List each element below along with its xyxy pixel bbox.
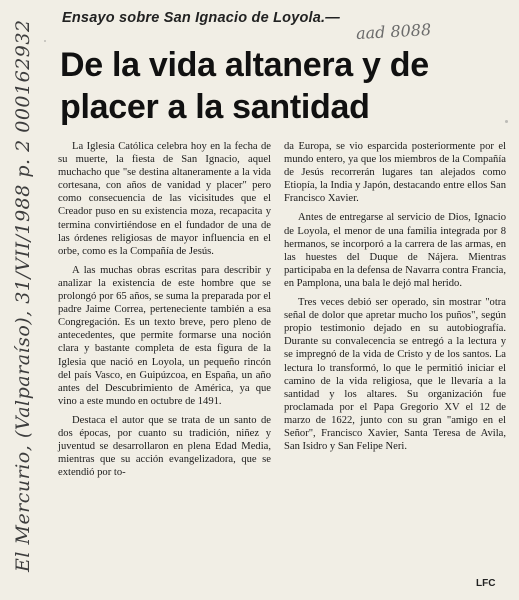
article-kicker: Ensayo sobre San Ignacio de Loyola.— (62, 10, 340, 26)
paragraph: da Europa, se vio esparcida posteriormente por el mundo entero, ya que los miembros de la Compañía de Jesús recorrerán lugares tan alejados como Etiopía, la India y Japón, destacando entre ellos San Francisco Xavier. (284, 141, 506, 205)
handwritten-archive-code: aad 8088 (355, 20, 432, 43)
paragraph: La Iglesia Católica celebra hoy en la fecha de su muerte, la fiesta de San Ignacio, aquel muchacho que "se destina altaneramente a la vida cortesana, con años de vanidad y placer" pero como consecuencia de las vicisitudes que el Creador puso en su existencia moza, recapacita y termina convirtiéndose en el fundador de una de las órdenes religiosas de mayor influencia en el orbe, como es la Compañía de Jesús. (58, 141, 271, 257)
paragraph: Destaca el autor que se trata de un santo de dos épocas, por cuanto su tradición, niñez y juventud se desarrollaron en plena Edad Media, mientras que su acción evangelizadora, que se extendió por to- (58, 414, 271, 479)
paragraph: A las muchas obras escritas para describir y analizar la existencia de este hombre que se prolongó por 65 años, se suma la preparada por el padre Jaime Correa, perteneciente también a esa Congregación. Es un texto breve, pero pleno de antecedentes, que permite formarse una noción clara y bastante completa de esta figura de la Iglesia que nació en Loyola, un pequeño rincón del país Vasco, en Guipúzcoa, en España, un año antes del Descubrimiento de América, ya que vino a este mundo en octubre de 1491. (58, 264, 271, 407)
handwritten-source-note: El Mercurio, (Valparaíso), 31/VII/1988 p. 2 000162932 (12, 19, 34, 572)
article-column-right (284, 140, 506, 459)
author-signature: LFC (476, 578, 496, 589)
print-speck (505, 120, 508, 123)
print-speck (44, 40, 46, 42)
paragraph: Antes de entregarse al servicio de Dios, Ignacio de Loyola, el menor de una familia integrada por 8 hermanos, se incorporó a la carrera de las armas, en las huestes del Duque de Nájera. Mientras participaba en la defensa de Navarra contra Francia, en Pamplona, una bala le dejó mal herido. (284, 212, 506, 289)
article-column-left (58, 140, 271, 485)
paragraph: Tres veces debió ser operado, sin mostrar "otra señal de dolor que apretar mucho los puños", según propio testimonio dejado en su autobiografía. Durante su convalecencia se entregó a la lectura y se impregnó de la vida de Cristo y de los santos. La lectura lo transformó, lo que le permitió iniciar el camino de la vida religiosa, que le llevaría a la santidad y los altares. Su organización fue proclamada por el Papa Gregorio XV el 12 de marzo de 1622, junto con su gran "amigo en el Señor", Francisco Xavier, Santa Teresa de Avila, San Isidro y San Felipe Neri. (284, 297, 506, 453)
article-headline: De la vida altanera y de placer a la santidad (60, 46, 429, 126)
